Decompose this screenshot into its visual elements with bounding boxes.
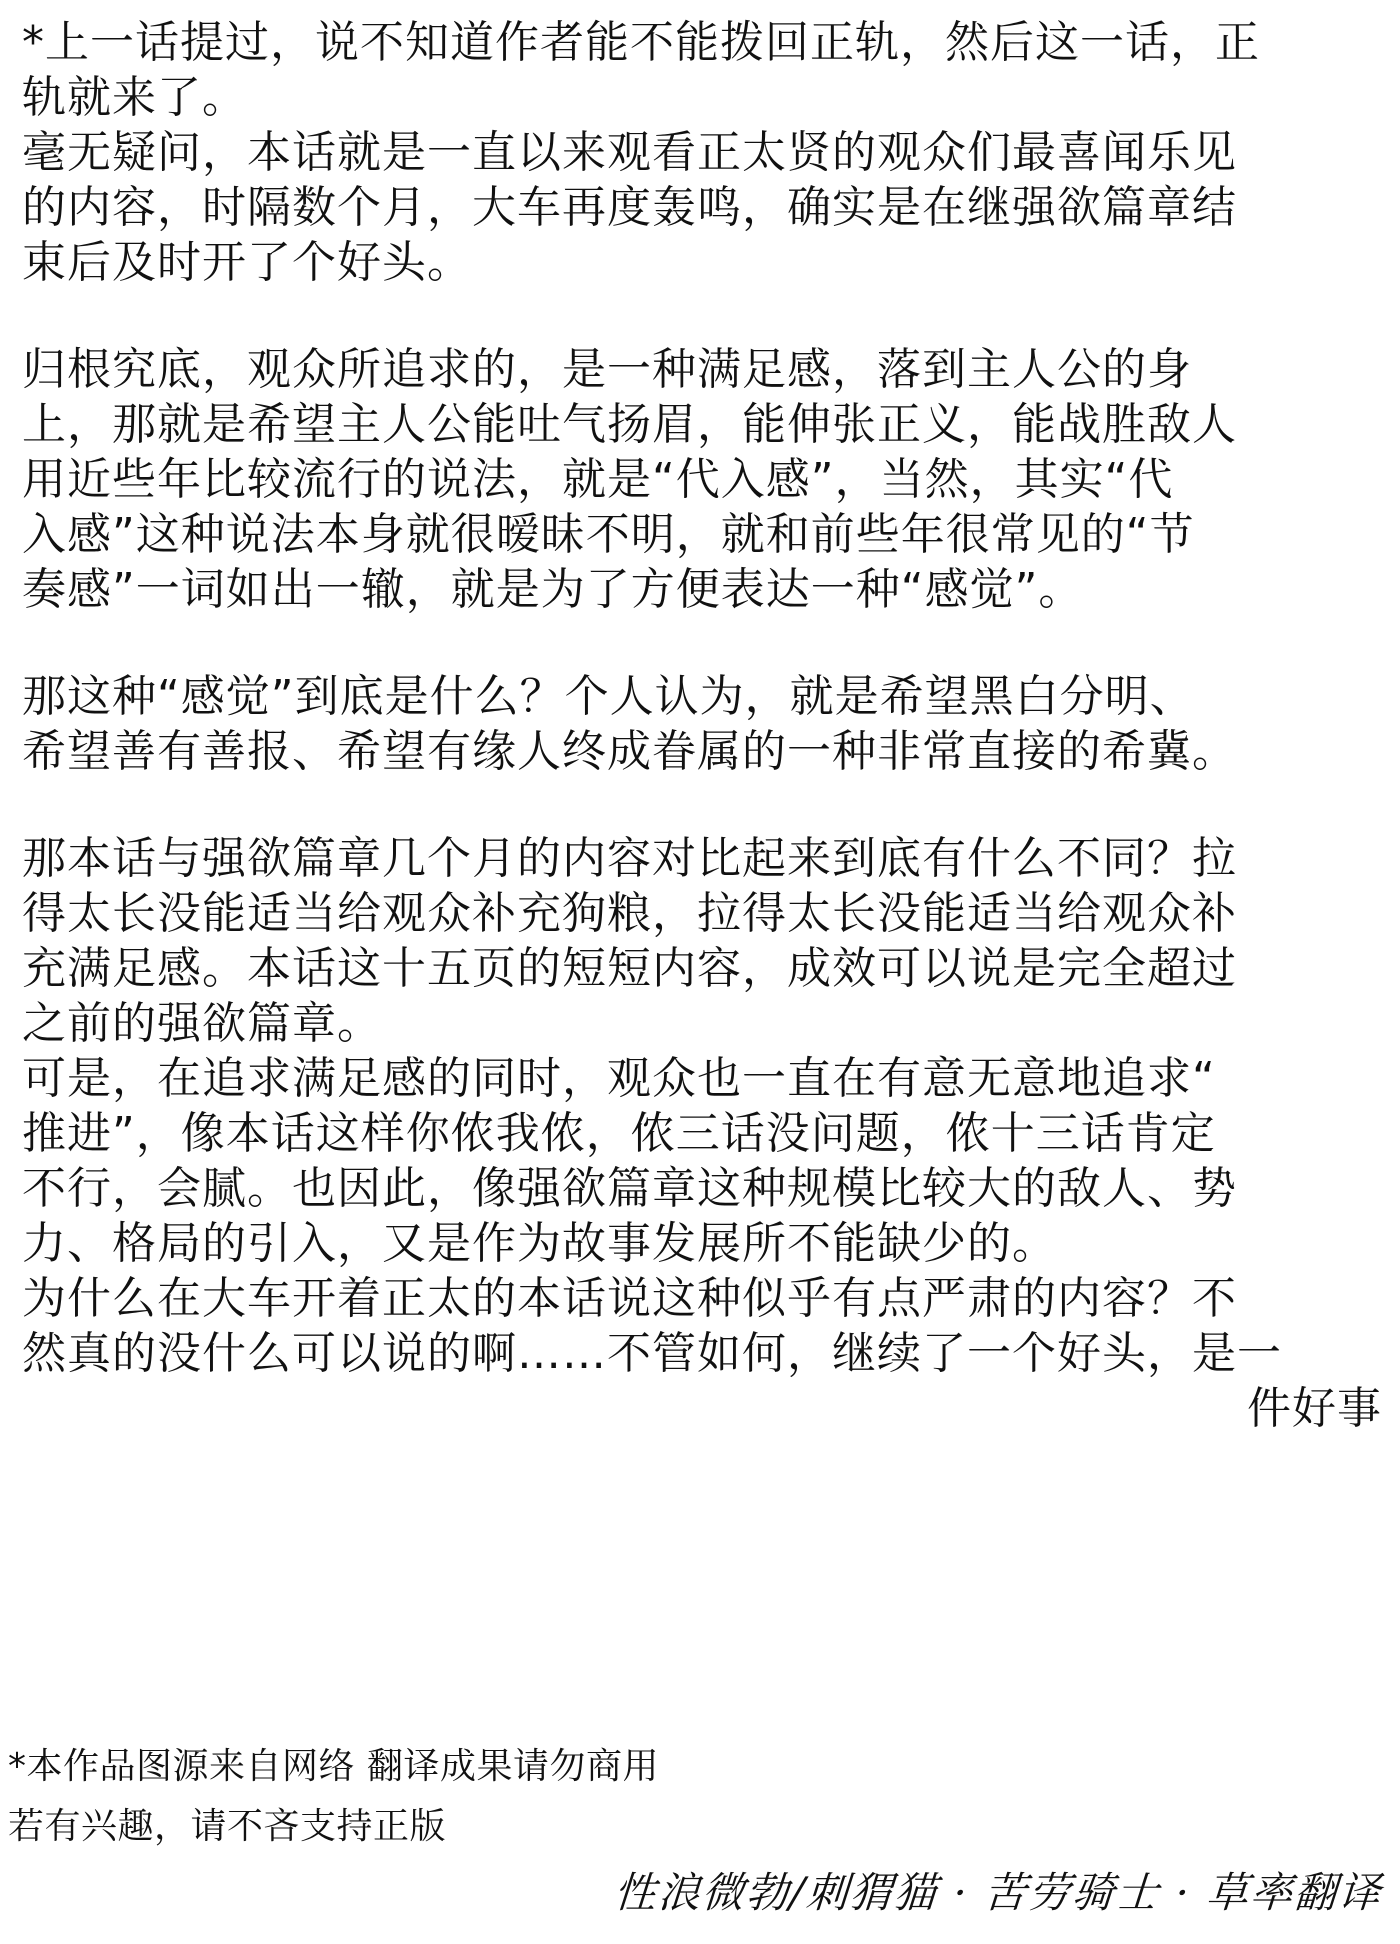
text-line: 为什么在大车开着正太的本话说这种似乎有点严肃的内容？不 xyxy=(22,1273,1237,1324)
text-line: 得太长没能适当给观众补充狗粮，拉得太长没能适当给观众补 xyxy=(22,888,1237,939)
text-line: 然真的没什么可以说的啊……不管如何，继续了一个好头，是一 xyxy=(22,1328,1282,1379)
translator-credits: 性浪微勃/刺猬猫 · 苦劳骑士 · 草率翻译 xyxy=(612,1868,1384,1917)
text-line: *上一话提过，说不知道作者能不能拨回正轨，然后这一话，正 xyxy=(22,17,1260,68)
text-line: 那本话与强欲篇章几个月的内容对比起来到底有什么不同？拉 xyxy=(22,833,1237,884)
text-line: 希望善有善报、希望有缘人终成眷属的一种非常直接的希冀。 xyxy=(22,726,1237,777)
text-line: 可是，在追求满足感的同时，观众也一直在有意无意地追求“ xyxy=(22,1053,1216,1104)
text-line: 的内容，时隔数个月，大车再度轰鸣，确实是在继强欲篇章结 xyxy=(22,182,1237,233)
text-line: 轨就来了。 xyxy=(22,72,247,123)
text-line: 那这种“感觉”到底是什么？个人认为，就是希望黑白分明、 xyxy=(22,671,1195,722)
support-notice: 若有兴趣，请不吝支持正版 xyxy=(8,1806,447,1847)
text-line: 充满足感。本话这十五页的短短内容，成效可以说是完全超过 xyxy=(22,943,1237,994)
text-line: 力、格局的引入，又是作为故事发展所不能缺少的。 xyxy=(22,1218,1057,1269)
copyright-notice: *本作品图源来自网络 翻译成果请勿商用 xyxy=(8,1746,659,1787)
text-line: 用近些年比较流行的说法，就是“代入感”，当然，其实“代 xyxy=(22,454,1174,505)
text-line: 不行，会腻。也因此，像强欲篇章这种规模比较大的敌人、势 xyxy=(22,1163,1237,1214)
text-line: 上，那就是希望主人公能吐气扬眉，能伸张正义，能战胜敌人 xyxy=(22,399,1237,450)
text-line: 推进”，像本话这样你侬我侬，侬三话没问题，侬十三话肯定 xyxy=(22,1108,1216,1159)
text-line: 毫无疑问，本话就是一直以来观看正太贤的观众们最喜闻乐见 xyxy=(22,127,1237,178)
text-line: 归根究底，观众所追求的，是一种满足感，落到主人公的身 xyxy=(22,344,1192,395)
text-line: 入感”这种说法本身就很暧昧不明，就和前些年很常见的“节 xyxy=(22,509,1195,560)
text-line-end: 件好事 xyxy=(1247,1383,1382,1434)
text-line: 束后及时开了个好头。 xyxy=(22,237,472,288)
text-line: 奏感”一词如出一辙，就是为了方便表达一种“感觉”。 xyxy=(22,564,1084,615)
text-line: 之前的强欲篇章。 xyxy=(22,998,382,1049)
